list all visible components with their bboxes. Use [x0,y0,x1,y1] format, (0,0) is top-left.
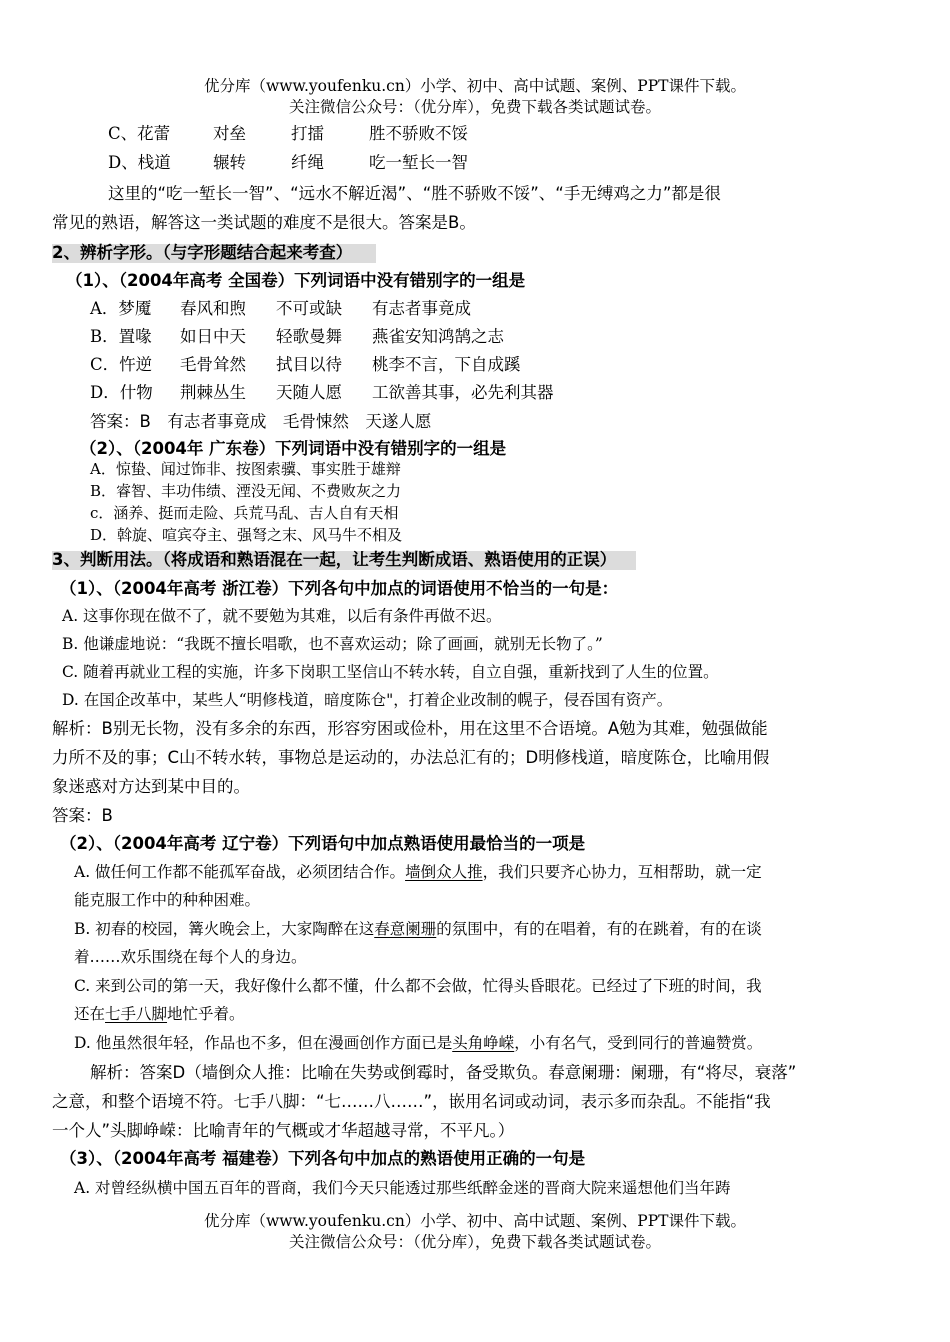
sec3-q2-option-a-line-1 [74,864,762,882]
cell: 如日中天 [180,327,246,346]
cell: 燕雀安知鸿鹄之志 [372,327,504,346]
underlined-idiom: 头角峥嵘 [452,1034,515,1052]
sec3-q1-answer: 答案：B [52,806,113,825]
sec2-q1-option-d [90,384,554,403]
option-c-1: C、花蕾 [108,124,171,143]
sec3-q1-analysis-1: 解析：B别无长物，没有多余的东西，形容穷困或俭朴，用在这里不合语境。A勉为其难，勉强做能 [52,719,768,738]
sec3-q3-option-a-line-1: A. 对曾经纵横中国五百年的晋商，我们今天只能透过那些纸醉金迷的晋商大院来遥想他们当年踌 [74,1179,731,1197]
sec3-q1-option-d: D. 在国企改革中，某些人“明修栈道，暗度陈仓"，打着企业改制的幌子，侵吞国有资产。 [62,691,673,709]
text: ，我们只要齐心协力，互相帮助，就一定 [482,863,762,881]
option-c-4: 胜不骄败不馁 [369,124,468,143]
sec3-q2-option-c-line-2 [74,1006,245,1024]
cell: 工欲善其事，必先利其器 [372,383,554,402]
cell: 桃李不言，下自成蹊 [372,355,521,374]
sec2-q2-option-c: c．涵养、挺而走险、兵荒马乱、吉人自有天相 [90,504,399,522]
section-2-heading: 2、辨析字形。（与字形题结合起来考查） [52,244,376,263]
sec2-q2-title: （2）、（2004年 广东卷）下列词语中没有错别字的一组是 [80,439,507,458]
sec3-q1-option-b: B. 他谦虚地说：“我既不擅长唱歌，也不喜欢运动；除了画画，就别无长物了。” [62,635,603,653]
cell: B．置喙 [90,327,152,346]
sec3-q2-option-b-line-1 [74,921,762,939]
cell: 拭目以待 [276,355,342,374]
sec3-q1-analysis-3: 象迷惑对方达到某中目的。 [52,777,250,796]
option-d-row [108,154,468,173]
sec3-q3-title: （3）、（2004年高考 福建卷）下列各句中加点的熟语使用正确的一句是 [60,1149,586,1168]
sec2-q1-title: （1）、（2004年高考 全国卷）下列词语中没有错别字的一组是 [66,271,526,290]
underlined-idiom: 春意阑珊 [374,920,437,938]
sec2-q2-option-b: B．睿智、丰功伟绩、湮没无闻、不费败灰之力 [90,482,402,500]
sec3-q2-option-c-line-1: C. 来到公司的第一天，我好像什么都不懂，什么都不会做，忙得头昏眼花。已经过了下班的时间，我 [74,977,762,995]
sec2-q2-option-d: D．斡旋、喧宾夺主、强弩之末、风马牛不相及 [90,526,403,544]
option-c-row [108,125,468,144]
sec2-q1-option-c [90,356,521,375]
cell: D．什物 [90,383,153,402]
text: 还在 [74,1005,106,1023]
text: B. 初春的校园，篝火晚会上，大家陶醉在这 [74,920,375,938]
cell: 轻歌曼舞 [276,327,342,346]
option-c-3: 打擂 [291,124,324,143]
para1-line-1: 这里的“吃一堑长一智”、“远水不解近渴”、“胜不骄败不馁”、“手无缚鸡之力”都是很 [108,184,721,203]
sec3-q2-analysis-2: 之意，和整个语境不符。七手八脚：“七……八……”，嵌用名词或动词，表示多而杂乱。不能指“我 [52,1092,771,1111]
cell: C．忤逆 [90,355,153,374]
header-line-2: 关注微信公众号：（优分库），免费下载各类试题试卷。 [288,98,661,116]
header-line-1: 优分库（www.youfenku.cn）小学、初中、高中试题、案例、PPT课件下载。 [203,77,747,95]
footer-line-1: 优分库（www.youfenku.cn）小学、初中、高中试题、案例、PPT课件下载。 [203,1212,747,1230]
cell: 有志者事竟成 [372,299,471,318]
sec3-q1-option-c: C. 随着再就业工程的实施，许多下岗职工坚信山不转水转，自立自强，重新找到了人生的位置。 [62,663,719,681]
sec3-q2-title: （2）、（2004年高考 辽宁卷）下列语句中加点熟语使用最恰当的一项是 [60,834,586,853]
sec2-q1-answer: 答案：B 有志者事竟成 毛骨悚然 天遂人愿 [90,412,432,431]
sec3-q2-option-b-line-2: 着……欢乐围绕在每个人的身边。 [74,948,307,966]
cell: 天随人愿 [276,383,342,402]
sec3-q1-title: （1）、（2004年高考 浙江卷）下列各句中加点的词语使用不恰当的一句是： [60,579,619,598]
text: D. 他虽然很年轻，作品也不多，但在漫画创作方面已是 [74,1034,453,1052]
underlined-idiom: 七手八脚 [105,1005,168,1023]
sec3-q2-analysis-1: 解析：答案D（墙倒众人推：比喻在失势或倒霉时，备受欺负。春意阑珊：阑珊，有“将尽，衰落” [90,1063,797,1082]
sec3-q1-option-a: A. 这事你现在做不了，就不要勉为其难，以后有条件再做不迟。 [62,607,502,625]
text: ，小有名气，受到同行的普遍赞赏。 [514,1034,763,1052]
option-c-2: 对垒 [213,124,246,143]
sec2-q1-option-b [90,328,504,347]
footer-line-2: 关注微信公众号：（优分库），免费下载各类试题试卷。 [288,1233,661,1251]
option-d-2: 辗转 [213,153,246,172]
cell: 春风和煦 [180,299,246,318]
option-d-3: 纤绳 [291,153,324,172]
underlined-idiom: 墙倒众人推 [405,863,483,881]
sec3-q2-analysis-3: 一个人”头脚峥嵘：比喻青年的气概或才华超越寻常，不平凡。） [52,1121,515,1140]
option-d-1: D、栈道 [108,153,171,172]
cell: 不可或缺 [276,299,342,318]
sec2-q2-option-a: A．惊蛰、闻过饰非、按图索骥、事实胜于雄辩 [90,460,401,478]
para1-line-2: 常见的熟语，解答这一类试题的难度不是很大。答案是B。 [52,213,476,232]
sec3-q1-analysis-2: 力所不及的事；C山不转水转，事物总是运动的，办法总汇有的；D明修栈道，暗度陈仓，比喻用假 [52,748,770,767]
option-d-4: 吃一堑长一智 [369,153,468,172]
cell: A．梦魇 [90,299,152,318]
section-3-heading: 3、判断用法。（将成语和熟语混在一起，让考生判断成语、熟语使用的正误） [52,551,636,570]
sec2-q1-option-a [90,300,471,319]
text: 地忙乎着。 [167,1005,245,1023]
sec3-q2-option-d [74,1035,762,1053]
cell: 毛骨耸然 [180,355,246,374]
text: A. 做任何工作都不能孤军奋战，必须团结合作。 [74,863,406,881]
text: 的氛围中，有的在唱着，有的在跳着，有的在谈 [436,920,762,938]
sec3-q2-option-a-line-2: 能克服工作中的种种困难。 [74,891,261,909]
cell: 荆棘丛生 [180,383,246,402]
